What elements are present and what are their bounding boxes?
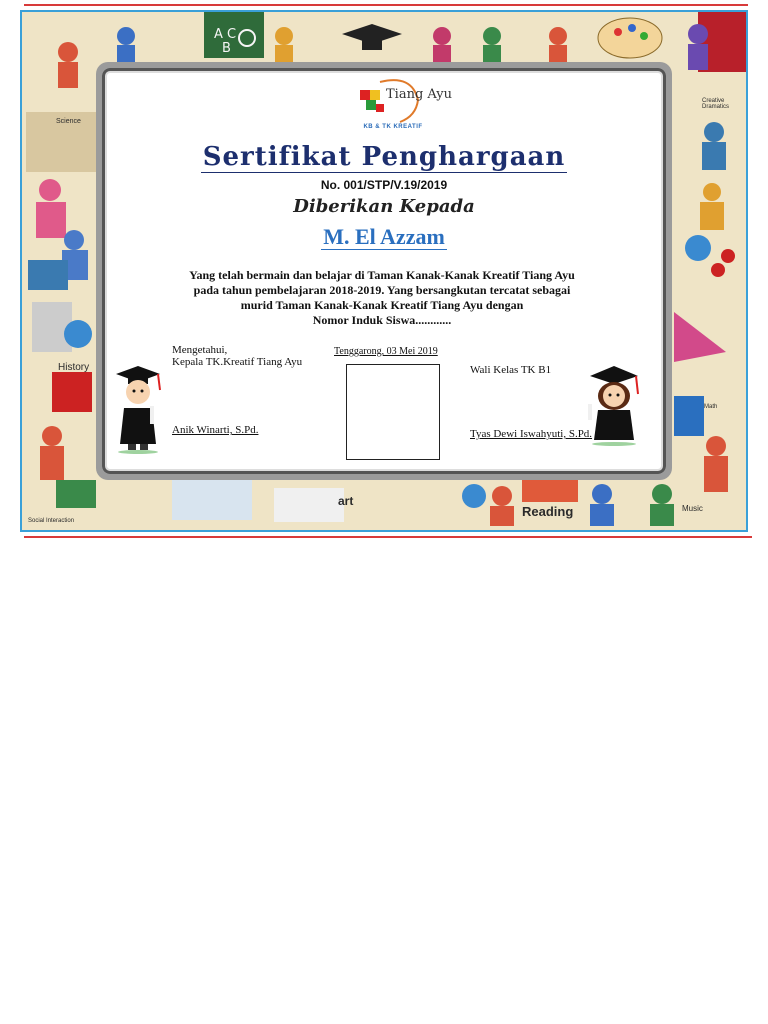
place-date: Tenggarong, 03 Mei 2019 (334, 346, 438, 357)
photo-box (346, 364, 440, 460)
graduate-boy-illustration (110, 364, 166, 454)
label-science: Science (56, 118, 81, 125)
label-music: Music (682, 504, 703, 513)
left-signature-name: Anik Winarti, S.Pd. (172, 424, 259, 436)
logo-subtitle: KB & TK KREATIF (363, 124, 423, 130)
body-line: pada tahun pembelajaran 2018-2019. Yang bersangkutan tercatat sebagai (193, 283, 571, 297)
right-signature-name: Tyas Dewi Iswahyuti, S.Pd. (470, 428, 593, 440)
body-line: Nomor Induk Siswa............ (312, 313, 452, 327)
given-to-label: Diberikan Kepada (293, 196, 475, 217)
svg-text:A C: A C (214, 27, 237, 42)
label-history: History (58, 362, 90, 373)
body-line: murid Taman Kanak-Kanak Kreatif Tiang Ayu dengan (240, 298, 524, 312)
bottom-red-rule (24, 536, 752, 538)
label-social-interaction: Social Interaction (28, 518, 75, 524)
right-signature-role: Wali Kelas TK B1 (470, 364, 552, 376)
certificate-inner (102, 68, 666, 474)
svg-text:B: B (222, 41, 231, 56)
certificate-body (182, 268, 582, 328)
label-art: art (338, 494, 354, 508)
recipient-name: M. El Azzam (323, 224, 445, 249)
left-signature-heading: Mengetahui, Kepala TK.Kreatif Tiang Ayu (172, 344, 303, 368)
certificate-number: No. 001/STP/V.19/2019 (320, 178, 448, 192)
body-line: Yang telah bermain dan belajar di Taman Kanak-Kanak Kreatif Tiang Ayu (189, 268, 575, 282)
label-math: Math (704, 404, 718, 410)
svg-text:Tiang Ayu: Tiang Ayu (386, 87, 452, 102)
top-red-rule (24, 4, 748, 6)
label-reading: Reading (522, 504, 574, 519)
graduate-girl-illustration (582, 364, 644, 448)
certificate-title: Sertifikat Penghargaan (202, 142, 566, 172)
certificate-panel (96, 62, 672, 480)
label-creative-dramatics: Creative Dramatics (702, 98, 730, 110)
